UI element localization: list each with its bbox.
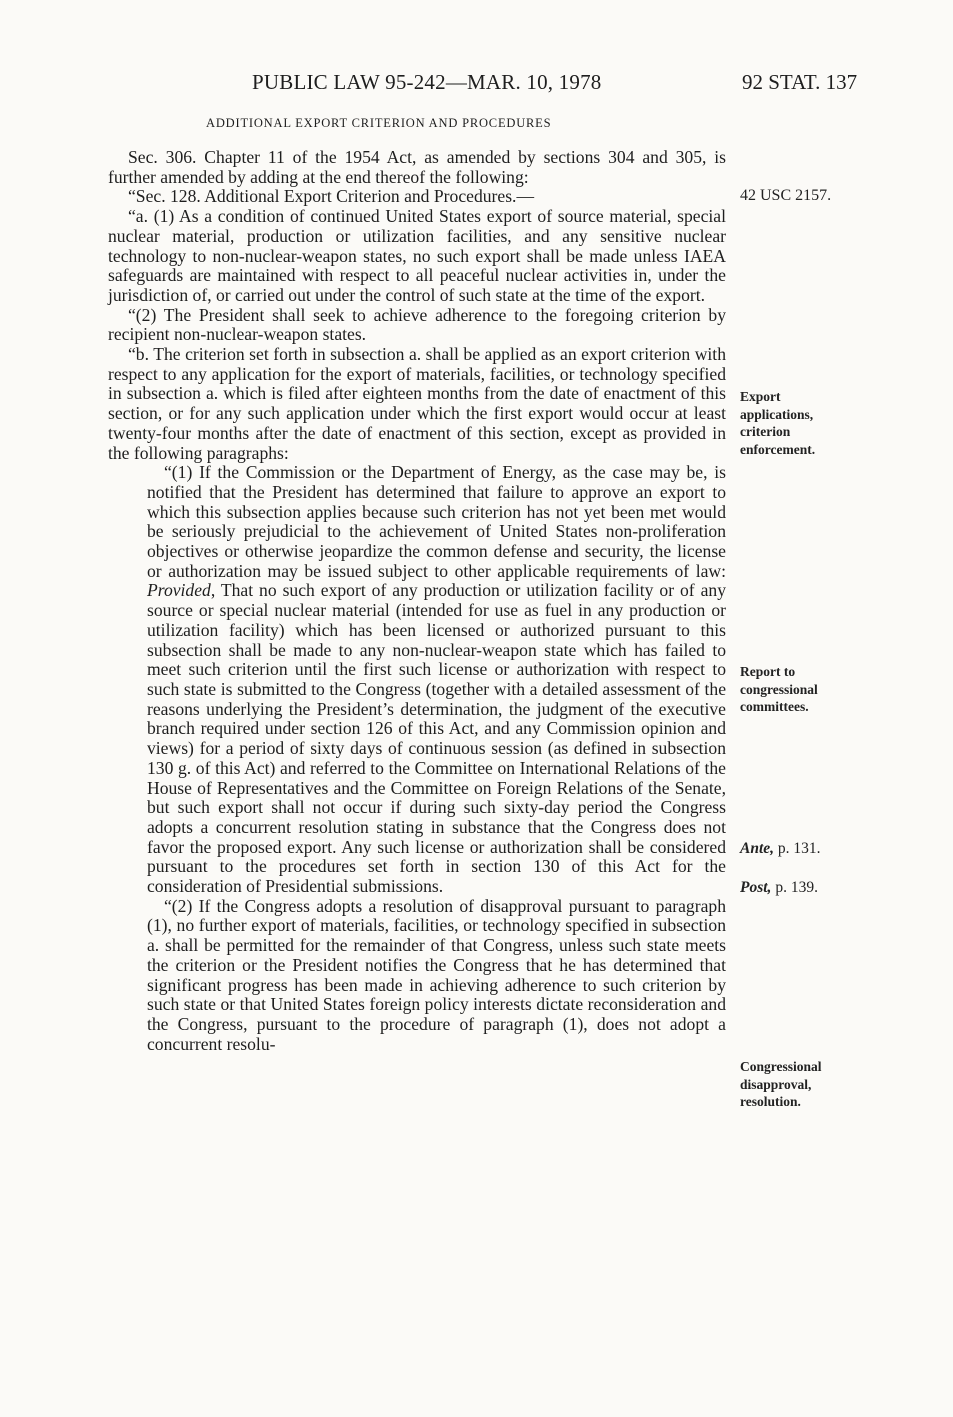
paragraph-subsection-a1: “a. (1) As a condition of continued United States export of source material, special nuclear material, production or utilization facilities, and any sensitive nuclear technology to non-nuclear-weapon states, no such export shall be made unless IAEA safeguards are maintained with respect to all peaceful nuclear activities in, under the jurisdiction of, or carried out under the control of such state at the time of the export. [108,206,726,305]
margin-note-usc: 42 USC 2157. [740,187,832,204]
margin-note-ante [740,840,821,858]
paragraph-b1-text-start: “(1) If the Commission or the Department of Energy, as the case may be, is notified that the President has determined that failure to approve an export to which this subsection applies because such criterion has not yet been met would be seriously prejudicial to the achievement of United States non-proliferation objectives or otherwise jeopardize the common defense and security, the license or authorization may be issued subject to other applicable requirements of law: [147,462,726,581]
ante-italic: Ante, [740,840,775,857]
margin-note-line: committees. [740,699,809,714]
paragraph-sec-128-heading: “Sec. 128. Additional Export Criterion and Procedures.— [128,186,535,207]
page-header-stat: 92 STAT. 137 [742,70,858,94]
statute-body [108,148,726,1054]
ante-page: p. 131. [774,840,821,857]
paragraph-subsection-b1 [147,463,726,896]
paragraph-subsection-a2: “(2) The President shall seek to achieve adherence to the foregoing criterion by recipient non-nuclear-weapon states. [108,304,726,345]
margin-note-line: resolution. [740,1094,801,1109]
margin-note-congressional-disapproval [740,1058,822,1111]
margin-note-line: enforcement. [740,441,816,457]
paragraph-sec-306: Sec. 306. Chapter 11 of the 1954 Act, as amended by sections 304 and 305, is further amended by adding at the end thereof the following: [108,147,726,187]
page-header-title: PUBLIC LAW 95-242—MAR. 10, 1978 [252,70,602,94]
paragraph-b1-text-end: , That no such export of any production or utilization facility or of any source or special nuclear material (intended for use as fuel in any production or utilization facility) which has been licensed or authorized pursuant to this subsection shall be made to any non-nuclear-weapon state which has failed to meet such criterion until the first such license or authorization with respect to such state is submitted to the Congress (together with a detailed assessment of the reasons underlying the President’s determination, the judgment of the executive branch required under section 126 of this Act, and any Commission opinion and views) for a period of sixty days of continuous session (as defined in subsection 130 g. of this Act) and referred to the Committee on International Relations of the House of Representatives and the Committee on Foreign Relations of the Senate, but such export shall not occur if during such sixty-day period the Congress adopts a concurrent resolution stating in substance that the Congress does not favor the proposed export. Any such license or authorization shall be considered pursuant to the procedures set forth in section 130 of this Act for the consideration of Presidential submissions. [147,580,726,897]
post-italic: Post, [740,879,772,896]
post-page: p. 139. [771,879,818,896]
margin-note-line: Congressional [740,1059,822,1074]
margin-note-post [740,879,818,897]
margin-note-report-to-committees [740,663,818,716]
provided-italic: Provided [147,580,211,601]
paragraph-subsection-b2: “(2) If the Congress adopts a resolution of disapproval pursuant to paragraph (1), no further export of materials, facilities, or technology specified in subsection a. shall be permitted for the remainder of that Congress, unless such state meets the criterion or the President notifies the Congress that he has determined that significant progress has been made in achieving adherence to such criterion by such state or that United States foreign policy interests dictate reconsideration and the Congress, pursuant to the procedure of paragraph (1), does not adopt a concurrent resolu- [147,895,726,1054]
margin-note-line: congressional [740,681,818,697]
paragraph-subsection-b: “b. The criterion set forth in subsection a. shall be applied as an export criterion with respect to any application for the export of materials, facilities, or technology specified in subsection a. which is filed after eighteen months from the date of enactment of this section, or for any such application under which the first export would occur at least twenty-four months after the date of enactment of this section, except as provided in the following paragraphs: [108,344,726,463]
margin-note-line: disapproval, [740,1076,812,1092]
margin-note-line: criterion [740,424,791,439]
margin-note-export-applications [740,388,815,458]
section-heading: ADDITIONAL EXPORT CRITERION AND PROCEDURES [206,116,552,130]
margin-note-line: Export [740,389,781,404]
margin-note-line: Report to [740,664,796,679]
margin-note-line: applications, [740,406,814,422]
